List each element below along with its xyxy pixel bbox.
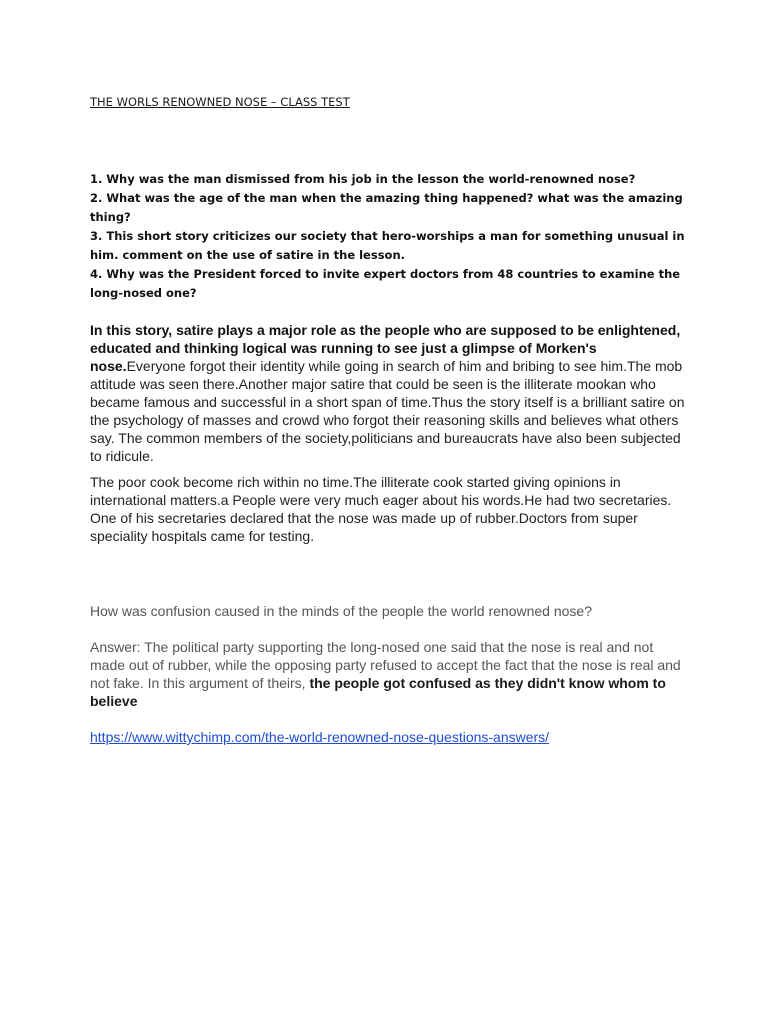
question-3: 3. This short story criticizes our society that hero-worships a man for something unusual in him. comment on the use of satire in the lesson.	[90, 229, 685, 262]
satire-paragraph-body: Everyone forgot their identity while going in search of him and bribing to see him.The mob attitude was seen there.Another major satire that could be seen is the illiterate mookan who became famous and successful in a short span of time.Thus the story itself is a brilliant satire on the psychology of masses and crowd who forgot their reasoning skills and believes what others say. The common members of the society,politicians and bureaucrats have also been subjected to ridicule.	[90, 358, 685, 464]
document-title: THE WORLS RENOWNED NOSE – CLASS TEST	[90, 95, 350, 109]
source-link[interactable]: https://www.wittychimp.com/the-world-renowned-nose-questions-answers/	[90, 729, 550, 745]
confusion-answer	[90, 638, 690, 710]
question-2: 2. What was the age of the man when the amazing thing happened? what was the amazing thing?	[90, 191, 683, 224]
satire-paragraph	[90, 321, 690, 465]
satire-paragraph-bold: In this story, satire plays a major role as the people who are supposed to be enlightened, educated and thinking logical was running to see just a glimpse of Morken's nose.	[90, 322, 681, 374]
question-1: 1. Why was the man dismissed from his job in the lesson the world-renowned nose?	[90, 172, 636, 186]
confusion-question: How was confusion caused in the minds of the people the world renowned nose?	[90, 603, 592, 619]
confusion-answer-bold: the people got confused as they didn't know whom to believe	[90, 675, 666, 709]
question-list	[90, 170, 690, 303]
question-4: 4. Why was the President forced to invite expert doctors from 48 countries to examine the long-nosed one?	[90, 267, 681, 300]
confusion-answer-body: Answer: The political party supporting the long-nosed one said that the nose is real and not made out of rubber, while the opposing party refused to accept the fact that the nose is real and not fake. In this argument of theirs,	[90, 639, 681, 691]
cook-paragraph: The poor cook become rich within no time.The illiterate cook started giving opinions in international matters.a People were very much eager about his words.He had two secretaries. One of his secretaries declared that the nose was made up of rubber.Doctors from super speciality hospitals came for testing.	[90, 474, 672, 544]
